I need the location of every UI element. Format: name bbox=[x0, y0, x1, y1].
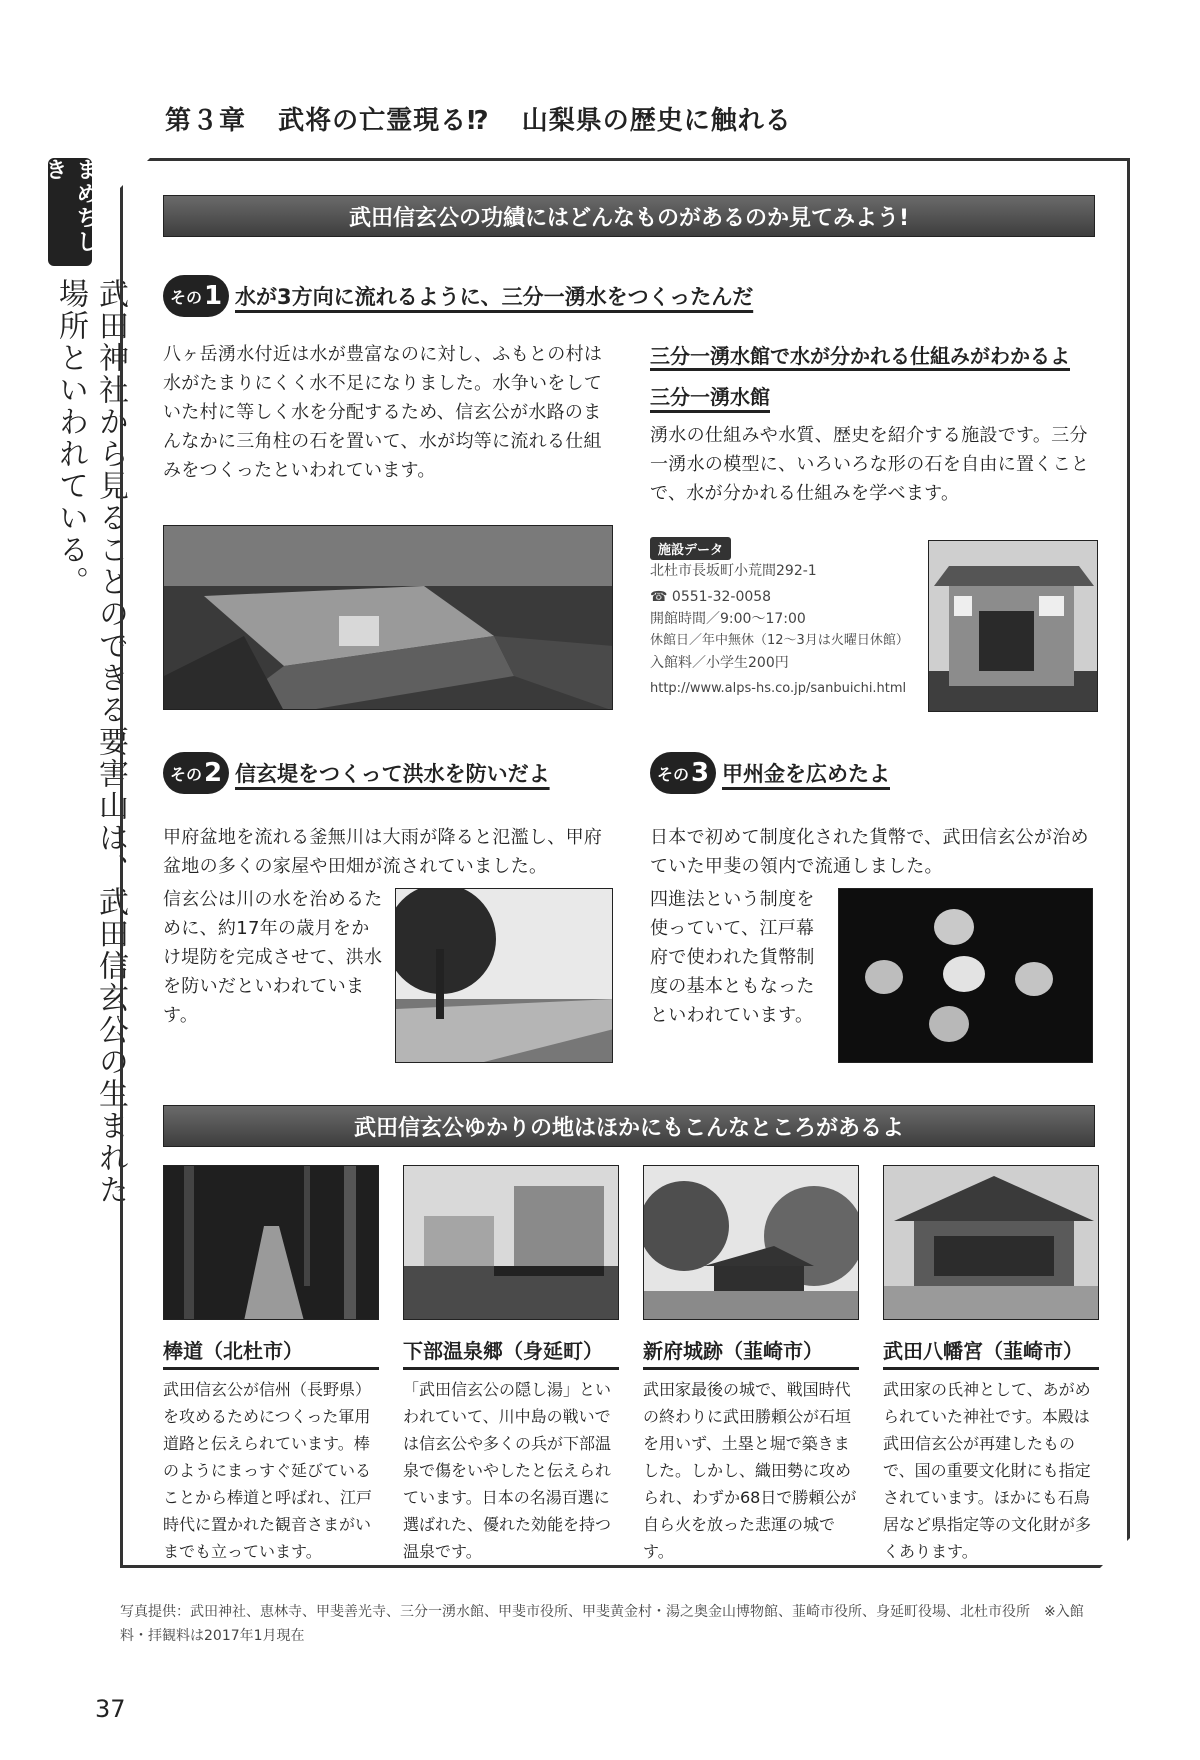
place-bodo bbox=[163, 1335, 379, 1565]
place-bodo-body: 武田信玄公が信州（長野県）を攻めるためにつくった軍用道路と伝えられています。棒のようにまっすぐ延びていることから棒道と呼ばれ、江戸時代に置かれた観音さまがいまでも立っています。 bbox=[163, 1380, 372, 1561]
facility-phone: 0551-32-0058 bbox=[671, 589, 772, 605]
place-bodo-title: 棒道（北杜市） bbox=[163, 1335, 379, 1370]
photo-koshu-gold-coins bbox=[838, 888, 1093, 1063]
photo-takeda-hachimangu bbox=[883, 1165, 1099, 1320]
place-shinpu-title: 新府城跡（韮崎市） bbox=[643, 1335, 859, 1370]
section-banner-achievements: 武田信玄公の功績にはどんなものがあるのか見てみよう! bbox=[163, 195, 1095, 237]
side-trivia-text: 武田神社から見ることのできる要害山は、武田信玄公の生まれた場所といわれている。 bbox=[53, 278, 128, 1206]
photo-shimobe-onsen bbox=[403, 1165, 619, 1320]
photo-shingen-levee bbox=[395, 888, 613, 1063]
section-banner-related-places: 武田信玄公ゆかりの地はほかにもこんなところがあるよ bbox=[163, 1105, 1095, 1147]
item-2-body-bottom: 信玄公は川の水を治めるために、約17年の歳月をかけ堤防を完成させて、洪水を防いだといわれています。 bbox=[163, 889, 383, 1026]
levee-photo-illustration bbox=[396, 889, 613, 1063]
photo-credits: 写真提供：武田神社、恵林寺、甲斐善光寺、三分一湧水館、甲斐市役所、甲斐黄金村・湯之奥金山博物館、韮崎市役所、身延町役場、北杜市役所 ※入館料・拝観料は2017年1月現在 bbox=[120, 1604, 1084, 1644]
chapter-heading bbox=[165, 100, 814, 137]
facility-data-label: 施設データ bbox=[650, 537, 731, 560]
item-3-body-bottom: 四進法という制度を使っていて、江戸幕府で使われた貨幣制度の基本ともなったといわれています。 bbox=[650, 889, 815, 1026]
chapter-number: 第３章 bbox=[165, 106, 247, 136]
item-1-heading bbox=[163, 275, 753, 317]
facility-fee: 入館料／小学生200円 bbox=[650, 655, 789, 671]
facility-hours: 開館時間／9:00～17:00 bbox=[650, 611, 806, 627]
place-hachimangu-title: 武田八幡宮（韮崎市） bbox=[883, 1335, 1099, 1370]
item-2-heading bbox=[163, 752, 550, 794]
place-shimobe bbox=[403, 1335, 619, 1565]
item-2-body-top: 甲府盆地を流れる釜無川は大雨が降ると氾濫し、甲府盆地の多くの家屋や田畑が流されていました。 bbox=[163, 827, 603, 877]
facility-body: 湧水の仕組みや水質、歴史を紹介する施設です。三分一湧水の模型に、いろいろな形の石を自由に置くことで、水が分かれる仕組みを学べます。 bbox=[650, 425, 1090, 504]
item-3-body-top: 日本で初めて制度化された貨幣で、武田信玄公が治めていた甲斐の領内で流通しました。 bbox=[650, 827, 1089, 877]
chapter-title-main: 武将の亡霊現る⁉ bbox=[278, 106, 490, 136]
castle-ruins-illustration bbox=[644, 1166, 859, 1320]
item-3-badge: その 3 bbox=[650, 752, 716, 794]
place-hachimangu bbox=[883, 1335, 1099, 1565]
onsen-town-illustration bbox=[404, 1166, 619, 1320]
facility-closed: 休館日／年中無休（12～3月は火曜日休館） bbox=[650, 633, 909, 648]
page-number: 37 bbox=[95, 1695, 126, 1723]
item-1-title: 水が3方向に流れるように、三分一湧水をつくったんだ bbox=[235, 285, 754, 309]
place-hachimangu-body: 武田家の氏神として、あがめられていた神社です。本殿は武田信玄公が再建したもので、国の重要文化財にも指定されています。ほかにも石鳥居など県指定等の文化財が多くあります。 bbox=[883, 1380, 1092, 1561]
place-shinpu bbox=[643, 1335, 859, 1565]
shrine-illustration bbox=[884, 1166, 1099, 1320]
photo-bodo-road bbox=[163, 1165, 379, 1320]
item-1-body: 八ヶ岳湧水付近は水が豊富なのに対し、ふもとの村は水がたまりにくく水不足になりました。水争いをしていた村に等しく水を分配するため、信玄公が水路のまんなかに三角柱の石を置いて、水が均等に流れる仕組みをつくったといわれています。 bbox=[163, 344, 603, 481]
place-shimobe-title: 下部温泉郷（身延町） bbox=[403, 1335, 619, 1370]
spring-photo-illustration bbox=[164, 526, 613, 710]
facility-phone-row bbox=[650, 586, 925, 608]
photo-sanbuichi-building bbox=[928, 540, 1098, 712]
place-shinpu-body: 武田家最後の城で、戦国時代の終わりに武田勝頼公が石垣を用いず、土塁と堀で築きました。しかし、織田勢に攻められ、わずか68日で勝頼公が自ら火を放った悲運の城です。 bbox=[643, 1380, 857, 1561]
photo-sanbuichi-spring bbox=[163, 525, 613, 710]
photo-shinpu-castle bbox=[643, 1165, 859, 1320]
coins-photo-illustration bbox=[839, 889, 1093, 1063]
facility-name: 三分一湧水館 bbox=[650, 381, 770, 413]
item-3-heading bbox=[650, 752, 890, 794]
chapter-title-sub: 山梨県の歴史に触れる bbox=[521, 106, 792, 136]
place-shimobe-body: 「武田信玄公の隠し湯」といわれていて、川中島の戦いでは信玄公や多くの兵が下部温泉で傷をいやしたと伝えられています。日本の名湯百選に選ばれた、優れた効能を持つ温泉です。 bbox=[403, 1380, 612, 1561]
item-2-title: 信玄堤をつくって洪水を防いだよ bbox=[235, 762, 550, 786]
item-2-badge: その 2 bbox=[163, 752, 229, 794]
building-photo-illustration bbox=[929, 541, 1098, 712]
facility-url[interactable]: http://www.alps-hs.co.jp/sanbuichi.html bbox=[650, 681, 907, 696]
facility-section bbox=[650, 340, 1100, 508]
facility-address: 北杜市長坂町小荒間292-1 bbox=[650, 563, 817, 579]
facility-data bbox=[650, 537, 925, 700]
item-1-badge: その 1 bbox=[163, 275, 229, 317]
mamechishiki-tab: まめちしき bbox=[48, 158, 92, 266]
item-3-title: 甲州金を広めたよ bbox=[722, 762, 890, 786]
facility-heading: 三分一湧水館で水が分かれる仕組みがわかるよ bbox=[650, 344, 1070, 368]
phone-icon: ☎ bbox=[650, 589, 668, 605]
forest-road-illustration bbox=[164, 1166, 379, 1320]
